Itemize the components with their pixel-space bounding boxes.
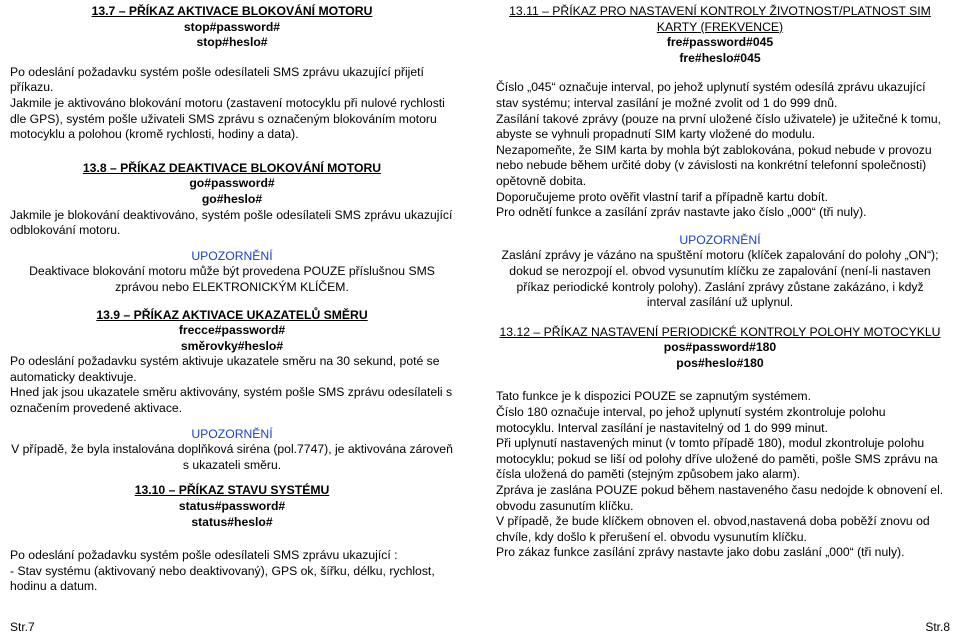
paragraph: Při uplynutí nastavených minut (v tomto případě 180), modul zkontroluje polohu motocyklu; pokud se liší od polohy dříve uložené do paměti, pošle SMS zprávu na čísla uložená do paměti (stejným způsobem jako alarm). — [496, 436, 938, 482]
command-heslo: status#heslo# — [191, 514, 273, 529]
section-13-8 — [10, 161, 454, 296]
paragraph: Jakmile je blokování deaktivováno, systém pošle odesílateli SMS zprávu ukazující odblokování motoru. — [10, 207, 453, 238]
paragraph: Zasílání takové zprávy (pouze na první uložené číslo uživatele) je užitečné k tomu, abyste se vyhnuli propadnutí SIM karty vložené do modulu. — [496, 111, 942, 142]
warning-heading: UPOZORNĚNÍ — [679, 232, 761, 247]
paragraph: Po odeslání požadavku systém pošle odesílateli SMS zprávu ukazující : — [10, 548, 398, 563]
section-title: 13.12 – PŘÍKAZ NASTAVENÍ PERIODICKÉ KONTROLY POLOHY MOTOCYKLU — [499, 324, 941, 339]
paragraph: Hned jak jsou ukazatele směru aktivovány, systém pošle SMS zprávu odesílateli s označením provedené aktivace. — [10, 385, 453, 416]
command-password: stop#password# — [183, 19, 281, 34]
page-number-right: Str.8 — [925, 620, 950, 634]
paragraph: Číslo „045“ označuje interval, po jehož uplynutí systém odesílá zprávu ukazující stav systému; interval zasílání je možné zvolit od 1 do 999 dnů. — [496, 80, 926, 110]
paragraph: Po odeslání požadavku systém pošle odesílateli SMS zprávu ukazující přijetí příkazu. — [10, 64, 424, 95]
section-title: 13.11 – PŘÍKAZ PRO NASTAVENÍ KONTROLY ŽIVOTNOST/PLATNOST SIM KARTY (FREKVENCE) — [509, 4, 931, 34]
section-title: 13.10 – PŘÍKAZ STAVU SYSTÉMU — [134, 483, 330, 498]
command-heslo: směrovky#heslo# — [180, 338, 284, 353]
command-password: status#password# — [178, 499, 286, 514]
section-13-7 — [10, 4, 454, 143]
section-title: 13.9 – PŘÍKAZ AKTIVACE UKAZATELŮ SMĚRU — [96, 307, 368, 322]
section-13-10 — [10, 483, 454, 595]
section-title: 13.7 – PŘÍKAZ AKTIVACE BLOKOVÁNÍ MOTORU — [91, 4, 373, 18]
warning-text: Zaslání zprávy je vázáno na spuštění motoru (klíček zapalování do polohy „ON“); dokud se nerozpojí el. obvod vysunutím klíčku ze zapalování (není-li nastaven příkaz periodické kontroly polohy). Zaslání zprávy zůstane zakázáno, i když interval zasílání už uplynul. — [501, 248, 939, 310]
warning-heading: UPOZORNĚNÍ — [191, 248, 273, 263]
command-password: pos#password#180 — [663, 340, 777, 355]
paragraph: Tato funkce je k dispozici POUZE se zapnutým systémem. — [496, 389, 811, 404]
page-number-left: Str.7 — [10, 620, 35, 634]
section-13-12 — [496, 325, 944, 561]
right-column — [496, 4, 944, 561]
command-password: frecce#password# — [178, 323, 286, 338]
paragraph: Pro zákaz funkce zasílání zprávy nastavte jako dobu zaslání „000“ (tři nuly). — [496, 545, 905, 560]
paragraph: Pro odnětí funkce a zasílání zpráv nastavte jako číslo „000“ (tři nuly). — [496, 205, 867, 220]
section-13-11 — [496, 4, 944, 311]
paragraph: Zpráva je zaslána POUZE pokud během nastaveného času nedojde k obnovení el. obvodu zasunutím klíčku. — [496, 483, 944, 513]
section-title: 13.8 – PŘÍKAZ DEAKTIVACE BLOKOVÁNÍ MOTORU — [82, 160, 382, 175]
section-13-9 — [10, 308, 454, 474]
command-password: fre#password#045 — [666, 35, 774, 50]
paragraph: V případě, že bude klíčkem obnoven el. obvod,nastavená doba poběží znovu od chvíle, kdy došlo k přerušení el. obvodu vysunutím klíčku. — [496, 514, 930, 544]
command-heslo: go#heslo# — [201, 191, 263, 206]
paragraph: Jakmile je aktivováno blokování motoru (zastavení motocyklu při nulové rychlosti dle GPS), systém pošle uživateli SMS zprávu s označeným blokováním motoru motocyklu a polohou (kromě rychlosti, hodiny a data). — [10, 95, 445, 142]
warning-text: V případě, že byla instalována doplňková siréna (pol.7747), je aktivována zároveň s ukazateli směru. — [11, 442, 453, 472]
command-heslo: stop#heslo# — [196, 35, 268, 50]
paragraph: Doporučujeme proto ověřit vlastní tarif a případně kartu dobít. — [496, 189, 828, 204]
command-heslo: pos#heslo#180 — [676, 355, 764, 370]
command-password: go#password# — [189, 176, 275, 191]
paragraph: Číslo 180 označuje interval, po jehož uplynutí systém zkontroluje polohu motocyklu. Interval zasílání je nastavitelný od 1 do 999 minut. — [496, 405, 886, 435]
warning-text: Deaktivace blokování motoru může být provedena POUZE příslušnou SMS zprávou nebo ELEKTRONICKÝM KLÍČEM. — [29, 264, 435, 294]
paragraph: - Stav systému (aktivovaný nebo deaktivovaný), GPS ok, šířku, délku, rychlost, hodinu a datum. — [10, 563, 435, 594]
left-column — [10, 4, 454, 595]
paragraph: Nezapomeňte, že SIM karta by mohla být zablokována, pokud nebude v provozu nebo nebude během určité doby (v závislosti na konkrétní telefonní společnosti) opětovně dobita. — [496, 142, 932, 188]
paragraph: Po odeslání požadavku systém aktivuje ukazatele směru na 30 sekund, poté se automaticky deaktivuje. — [10, 354, 440, 384]
warning-heading: UPOZORNĚNÍ — [191, 426, 273, 441]
command-heslo: fre#heslo#045 — [679, 50, 761, 65]
